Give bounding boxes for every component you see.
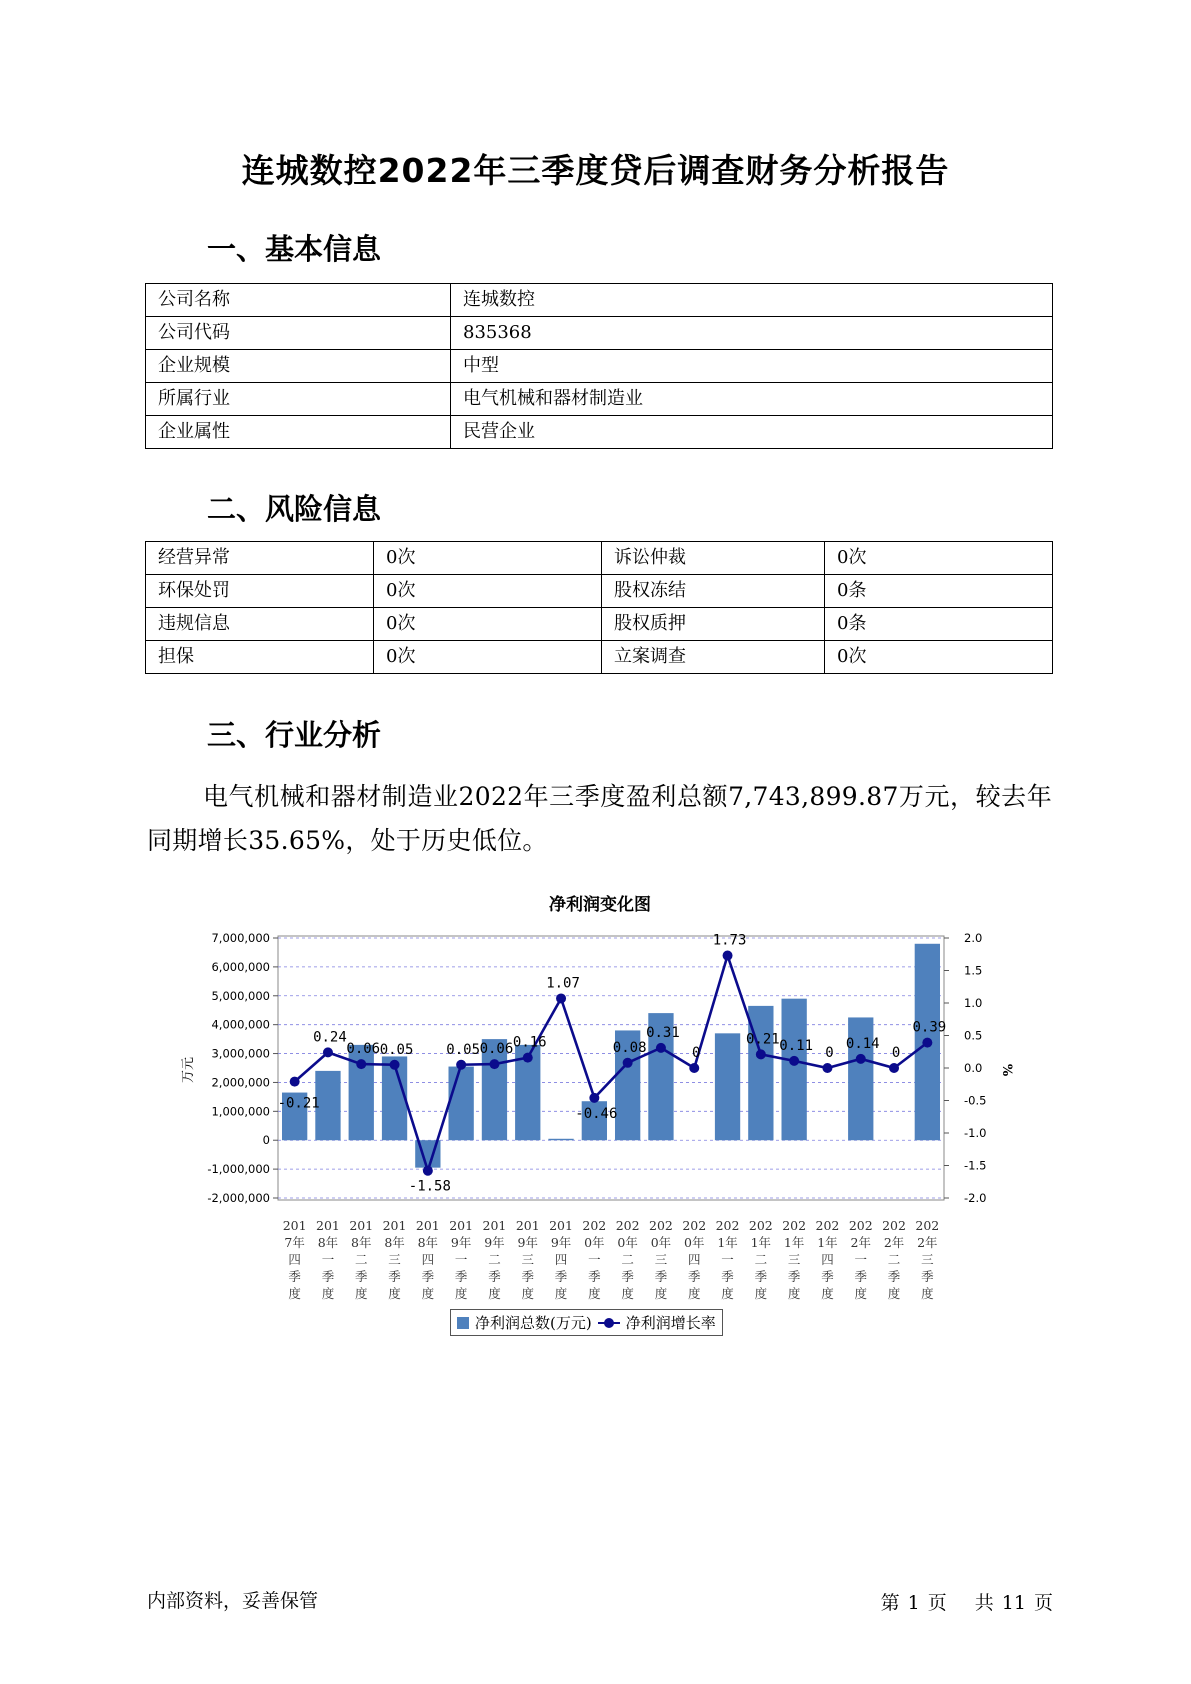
growth-rate-point <box>423 1166 433 1176</box>
data-label: 1.73 <box>712 932 747 949</box>
x-tick-label: 度 <box>754 1286 768 1301</box>
growth-rate-point <box>489 1059 499 1069</box>
section-heading-industry: 三、行业分析 <box>207 718 382 752</box>
data-label: 0.31 <box>646 1024 680 1041</box>
risk-value: 0次 <box>374 641 602 674</box>
page-unit: 页 <box>927 1592 947 1614</box>
x-tick-label: 季 <box>588 1269 601 1284</box>
basic-info-value: 民营企业 <box>451 416 1053 449</box>
x-tick-label: 度 <box>787 1286 801 1301</box>
x-tick-label: 季 <box>388 1269 401 1284</box>
x-tick-label: 季 <box>488 1269 501 1284</box>
section-heading-risk-info: 二、风险信息 <box>207 492 382 526</box>
x-tick-label: 2年 <box>850 1235 871 1250</box>
x-tick-label: 201 <box>316 1218 340 1233</box>
x-tick-label: 度 <box>887 1286 901 1301</box>
footer-page-number <box>873 1588 1053 1615</box>
x-tick-label: 三 <box>921 1252 934 1267</box>
x-tick-label: 2年 <box>917 1235 938 1250</box>
data-label: 0.39 <box>912 1019 947 1036</box>
x-tick-label: 201 <box>415 1218 440 1233</box>
x-tick-label: 季 <box>521 1269 535 1284</box>
x-tick-label: 202 <box>682 1218 707 1233</box>
data-label: 0.14 <box>845 1035 880 1052</box>
bar <box>715 1033 740 1140</box>
data-label: 0.21 <box>745 1031 780 1048</box>
x-tick-label: 9年 <box>450 1235 472 1250</box>
x-tick-label: 一 <box>321 1252 335 1267</box>
y-right-tick-label: 1.5 <box>964 963 983 978</box>
x-tick-label: 201 <box>449 1218 474 1233</box>
x-tick-label: 9年 <box>550 1235 572 1250</box>
y-right-tick-label: -1.0 <box>964 1126 987 1140</box>
x-tick-label: 三 <box>654 1252 668 1267</box>
data-label: -1.58 <box>408 1178 451 1195</box>
basic-info-value: 中型 <box>451 350 1053 383</box>
x-tick-label: 度 <box>854 1286 868 1301</box>
x-tick-label: 度 <box>588 1286 601 1301</box>
y-right-tick-label: -1.5 <box>964 1158 987 1173</box>
risk-value: 0次 <box>825 542 1053 575</box>
x-tick-label: 1年 <box>783 1235 805 1250</box>
report-title: 连城数控2022年三季度贷后调查财务分析报告 <box>241 151 950 190</box>
page-prefix: 第 <box>880 1592 900 1614</box>
risk-label: 股权冻结 <box>602 575 825 608</box>
x-tick-label: 三 <box>388 1252 401 1267</box>
x-tick-label: 二 <box>621 1252 634 1267</box>
x-tick-label: 202 <box>582 1218 607 1233</box>
data-label: 0 <box>825 1045 834 1061</box>
table-row <box>146 575 1053 608</box>
y-left-tick-label: -1,000,000 <box>207 1162 270 1177</box>
x-tick-label: 季 <box>687 1269 701 1284</box>
x-tick-label: 202 <box>715 1218 740 1233</box>
basic-info-label: 企业规模 <box>146 350 451 383</box>
table-row <box>146 383 1053 416</box>
data-label: 0.16 <box>512 1034 547 1051</box>
data-label: 0 <box>692 1045 701 1061</box>
growth-rate-point <box>889 1063 899 1073</box>
bar <box>781 999 806 1141</box>
y-left-tick-label: 4,000,000 <box>211 1017 270 1032</box>
x-tick-label: 季 <box>654 1269 668 1284</box>
x-tick-label: 二 <box>354 1252 368 1267</box>
risk-label: 担保 <box>146 641 374 674</box>
x-tick-label: 度 <box>488 1286 501 1301</box>
x-tick-label: 季 <box>787 1269 801 1284</box>
growth-rate-point <box>589 1093 599 1103</box>
x-tick-label: 201 <box>549 1218 573 1233</box>
x-tick-label: 9年 <box>517 1235 538 1250</box>
x-tick-label: 季 <box>887 1269 901 1284</box>
x-tick-label: 度 <box>687 1286 701 1301</box>
bar <box>548 1139 573 1140</box>
x-tick-label: 度 <box>921 1286 934 1301</box>
x-tick-label: 度 <box>521 1286 535 1301</box>
growth-rate-point <box>523 1053 533 1063</box>
plot-frame <box>278 936 947 1200</box>
risk-value: 0次 <box>825 641 1053 674</box>
x-tick-label: 202 <box>615 1218 640 1233</box>
x-tick-label: 季 <box>821 1269 834 1284</box>
y-left-axis-title: 万元 <box>181 1056 196 1084</box>
x-tick-label: 三 <box>521 1252 535 1267</box>
risk-value: 0次 <box>374 608 602 641</box>
growth-rate-point <box>323 1047 333 1057</box>
basic-info-value: 835368 <box>451 317 1053 350</box>
legend-label-line: 净利润增长率 <box>625 1314 716 1332</box>
y-left-tick-label: -2,000,000 <box>207 1191 270 1205</box>
y-right-tick-label: 0.5 <box>964 1028 983 1043</box>
x-tick-label: 四 <box>421 1252 435 1267</box>
y-right-tick-label: -2.0 <box>964 1191 987 1205</box>
x-tick-label: 季 <box>721 1269 734 1284</box>
basic-info-value: 电气机械和器材制造业 <box>451 383 1053 416</box>
x-tick-label: 7年 <box>284 1235 305 1250</box>
bar-legend-swatch <box>457 1317 469 1329</box>
y-left-tick-label: 7,000,000 <box>211 931 270 945</box>
x-tick-label: 四 <box>821 1252 834 1267</box>
growth-rate-point <box>290 1077 300 1087</box>
x-tick-label: 202 <box>782 1218 807 1233</box>
x-tick-label: 201 <box>382 1218 407 1233</box>
basic-info-table <box>145 283 1053 449</box>
chart-legend <box>450 1309 723 1336</box>
growth-rate-point <box>922 1038 932 1048</box>
y-right-axis-title: % <box>999 1063 1014 1077</box>
x-tick-label: 季 <box>354 1269 368 1284</box>
x-tick-label: 季 <box>854 1269 868 1284</box>
chart-title: 净利润变化图 <box>549 895 651 915</box>
data-label: -0.21 <box>277 1095 320 1112</box>
data-label: 0.06 <box>479 1041 514 1058</box>
x-tick-label: 8年 <box>351 1235 372 1250</box>
x-tick-label: 季 <box>454 1269 468 1284</box>
x-tick-label: 季 <box>754 1269 768 1284</box>
x-tick-label: 季 <box>921 1269 934 1284</box>
data-label: 0 <box>891 1045 901 1061</box>
x-tick-label: 202 <box>815 1218 840 1233</box>
x-tick-label: 四 <box>554 1252 568 1267</box>
x-tick-label: 202 <box>915 1218 940 1233</box>
x-tick-label: 0年 <box>617 1235 638 1250</box>
y-left-tick-label: 0 <box>262 1133 270 1148</box>
footer-confidential-note: 内部资料，妥善保管 <box>147 1590 319 1612</box>
growth-rate-point <box>756 1049 766 1059</box>
x-tick-label: 三 <box>787 1252 801 1267</box>
x-tick-label: 一 <box>588 1252 601 1267</box>
y-left-tick-label: 6,000,000 <box>211 959 270 974</box>
growth-rate-point <box>356 1059 366 1069</box>
basic-info-label: 所属行业 <box>146 383 451 416</box>
data-label: 0.06 <box>346 1041 381 1058</box>
line-legend-swatch <box>598 1317 620 1329</box>
x-tick-label: 202 <box>649 1218 673 1233</box>
data-label: 0.05 <box>446 1041 481 1058</box>
growth-rate-point <box>689 1063 699 1073</box>
x-tick-label: 1年 <box>817 1235 838 1250</box>
x-tick-label: 201 <box>282 1218 307 1233</box>
x-tick-label: 202 <box>748 1218 773 1233</box>
x-tick-label: 2年 <box>883 1235 905 1250</box>
table-row <box>146 416 1053 449</box>
basic-info-label: 企业属性 <box>146 416 451 449</box>
x-tick-label: 1年 <box>717 1235 738 1250</box>
x-tick-label: 8年 <box>384 1235 405 1250</box>
section-heading-basic-info: 一、基本信息 <box>207 232 382 266</box>
table-row <box>146 641 1053 674</box>
legend-label-bar: 净利润总数(万元) <box>475 1314 592 1332</box>
growth-rate-point <box>623 1058 633 1068</box>
x-tick-label: 0年 <box>584 1235 605 1250</box>
y-left-tick-label: 3,000,000 <box>211 1046 270 1061</box>
data-label: 0.05 <box>379 1041 414 1058</box>
risk-label: 股权质押 <box>602 608 825 641</box>
x-tick-label: 201 <box>515 1218 540 1233</box>
x-tick-label: 0年 <box>650 1235 672 1250</box>
risk-label: 违规信息 <box>146 608 374 641</box>
x-tick-label: 度 <box>288 1286 301 1301</box>
y-left-tick-label: 2,000,000 <box>211 1075 270 1090</box>
x-tick-label: 度 <box>354 1286 368 1301</box>
growth-rate-point <box>556 993 566 1003</box>
x-tick-label: 度 <box>621 1286 634 1301</box>
growth-rate-point <box>456 1060 466 1070</box>
x-tick-label: 一 <box>721 1252 734 1267</box>
total-unit: 页 <box>1033 1592 1053 1614</box>
y-right-tick-label: -0.5 <box>964 1093 987 1108</box>
x-tick-label: 季 <box>288 1269 301 1284</box>
x-tick-label: 四 <box>288 1252 301 1267</box>
growth-rate-point <box>822 1063 832 1073</box>
page-num: 1 <box>907 1592 920 1614</box>
table-row <box>146 350 1053 383</box>
risk-label: 经营异常 <box>146 542 374 575</box>
x-tick-label: 0年 <box>684 1235 705 1250</box>
total-prefix: 共 <box>974 1592 994 1614</box>
risk-value: 0条 <box>825 575 1053 608</box>
data-label: 0.11 <box>779 1037 814 1054</box>
x-tick-label: 一 <box>454 1252 468 1267</box>
basic-info-value: 连城数控 <box>451 284 1053 317</box>
risk-label: 立案调查 <box>602 641 825 674</box>
x-tick-label: 201 <box>349 1218 374 1233</box>
x-tick-label: 季 <box>421 1269 435 1284</box>
x-tick-label: 度 <box>454 1286 468 1301</box>
x-tick-label: 202 <box>848 1218 873 1233</box>
x-tick-label: 度 <box>388 1286 401 1301</box>
growth-rate-point <box>390 1060 400 1070</box>
x-tick-label: 季 <box>321 1269 335 1284</box>
table-row <box>146 284 1053 317</box>
x-tick-label: 二 <box>754 1252 768 1267</box>
risk-label: 环保处罚 <box>146 575 374 608</box>
risk-value: 0次 <box>374 542 602 575</box>
x-tick-label: 度 <box>654 1286 668 1301</box>
total-num: 11 <box>1001 1592 1026 1614</box>
x-tick-label: 9年 <box>484 1235 505 1250</box>
x-tick-label: 四 <box>687 1252 701 1267</box>
x-tick-label: 度 <box>321 1286 335 1301</box>
risk-value: 0条 <box>825 608 1053 641</box>
growth-rate-point <box>856 1054 866 1064</box>
growth-rate-point <box>723 951 733 961</box>
data-label: 0.24 <box>313 1029 347 1046</box>
basic-info-label: 公司代码 <box>146 317 451 350</box>
growth-rate-point <box>789 1056 799 1066</box>
y-left-tick-label: 5,000,000 <box>211 988 270 1003</box>
y-right-tick-label: 0.0 <box>964 1061 983 1075</box>
risk-label: 诉讼仲裁 <box>602 542 825 575</box>
x-tick-label: 一 <box>854 1252 868 1267</box>
x-tick-label: 201 <box>482 1218 507 1233</box>
x-tick-label: 季 <box>554 1269 568 1284</box>
growth-rate-point <box>656 1043 666 1053</box>
risk-value: 0次 <box>374 575 602 608</box>
basic-info-label: 公司名称 <box>146 284 451 317</box>
x-tick-label: 202 <box>882 1218 906 1233</box>
x-tick-label: 二 <box>887 1252 901 1267</box>
x-tick-label: 度 <box>721 1286 734 1301</box>
y-right-tick-label: 1.0 <box>964 996 983 1010</box>
data-label: 0.08 <box>612 1039 647 1056</box>
x-tick-label: 二 <box>488 1252 501 1267</box>
bar <box>448 1067 473 1141</box>
x-tick-label: 季 <box>621 1269 634 1284</box>
table-row <box>146 317 1053 350</box>
x-tick-label: 1年 <box>750 1235 772 1250</box>
table-row <box>146 608 1053 641</box>
y-right-tick-label: 2.0 <box>964 931 983 945</box>
industry-analysis-paragraph: 电气机械和器材制造业2022年三季度盈利总额7,743,899.87万元，较去年同期增长35.65%，处于历史低位。 <box>147 782 1052 855</box>
risk-info-table <box>145 541 1053 674</box>
data-label: -0.46 <box>575 1105 618 1122</box>
x-tick-label: 度 <box>554 1286 568 1301</box>
y-left-tick-label: 1,000,000 <box>211 1104 270 1119</box>
net-profit-chart <box>0 880 1191 1320</box>
table-row <box>146 542 1053 575</box>
x-tick-label: 度 <box>421 1286 435 1301</box>
x-tick-label: 度 <box>821 1286 834 1301</box>
data-label: 1.07 <box>546 975 580 992</box>
x-tick-label: 8年 <box>417 1235 439 1250</box>
x-tick-label: 8年 <box>317 1235 339 1250</box>
